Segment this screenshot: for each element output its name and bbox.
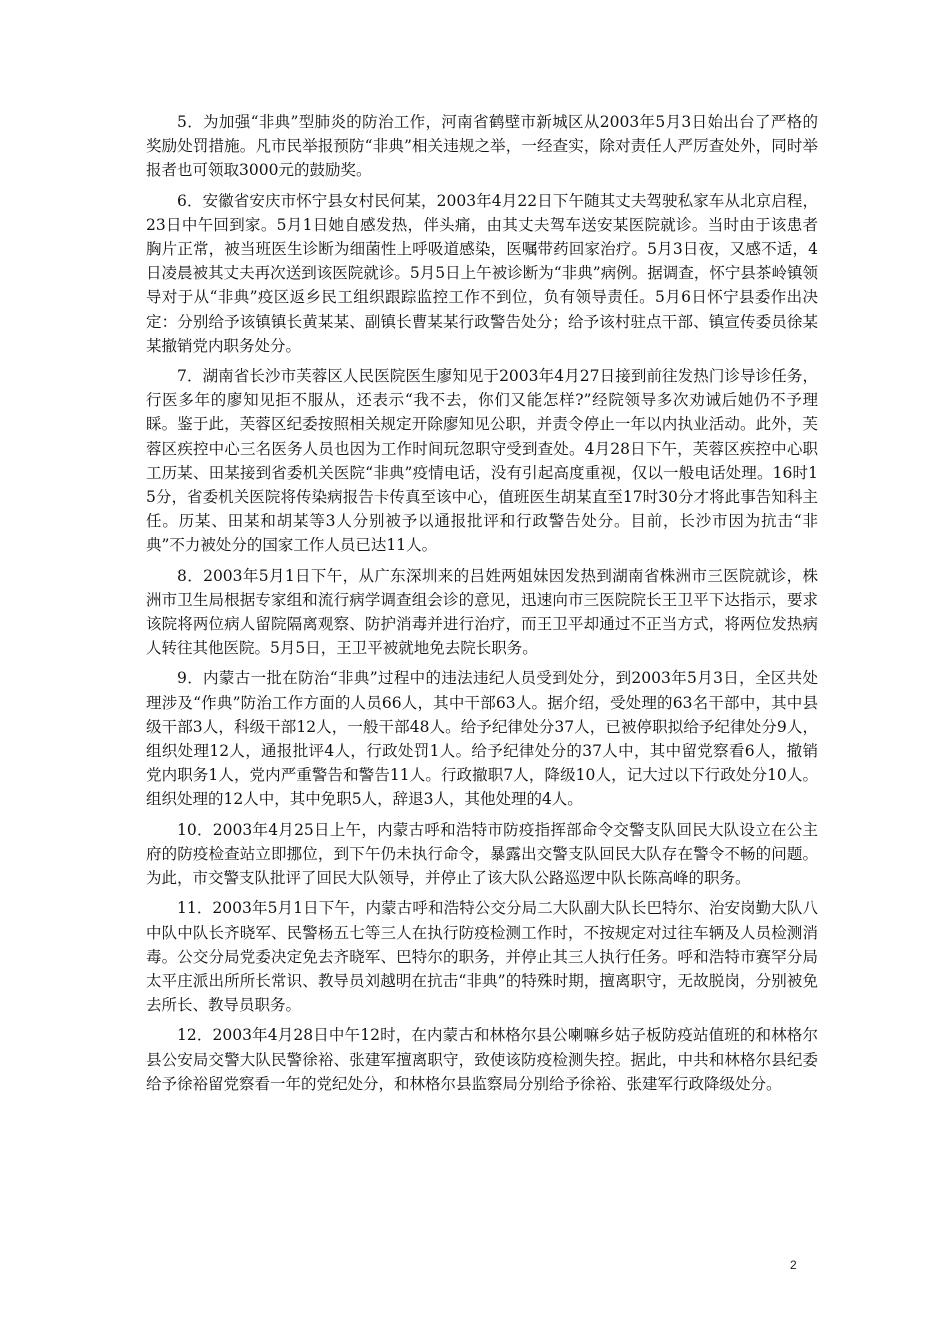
paragraph-7: 7．湖南省长沙市芙蓉区人民医院医生廖知见于2003年4月27日接到前往发热门诊导诊任务，行医多年的廖知见拒不服从，还表示“我不去，你们又能怎样?”经院领导多次劝诫后她仍不予理睬。鉴于此，芙蓉区纪委按照相关规定开除廖知见公职，并责令停止一年以内执业活动。此外，芙蓉区疾控中心三名医务人员也因为工作时间玩忽职守受到查处。4月28日下午，芙蓉区疾控中心职工历某、田某接到省委机关医院“非典”疫情电话，没有引起高度重视，仅以一般电话处理。16时15分，省委机关医院将传染病报告卡传真至该中心，值班医生胡某直至17时30分才将此事告知科主任。历某、田某和胡某等3人分别被予以通报批评和行政警告处分。目前，长沙市因为抗击“非典”不力被处分的国家工作人员已达11人。 <box>146 367 818 555</box>
paragraph-5: 5．为加强“非典”型肺炎的防治工作，河南省鹤壁市新城区从2003年5月3日始出台了严格的奖励处罚措施。凡市民举报预防“非典”相关违规之举，一经查实，除对责任人严厉查处外，同时举报者也可领取3000元的鼓励奖。 <box>146 113 818 180</box>
paragraph-8: 8．2003年5月1日下午，从广东深圳来的吕姓两姐妹因发热到湖南省株洲市三医院就诊，株洲市卫生局根据专家组和流行病学调查组会诊的意见，迅速向市三医院院长王卫平下达指示，要求该院将两位病人留院隔离观察、防护消毒并进行治疗，而王卫平却通过不正当方式，将两位发热病人转往其他医院。5月5日，王卫平被就地免去院长职务。 <box>146 566 818 658</box>
paragraph-12: 12．2003年4月28日中午12时，在内蒙古和林格尔县公喇嘛乡姑子板防疫站值班的和林格尔县公安局交警大队民警徐裕、张建军擅离职守，致使该防疫检测失控。据此，中共和林格尔县纪委给予徐裕留党察看一年的党纪处分，和林格尔县监察局分别给予徐裕、张建军行政降级处分。 <box>146 1026 818 1093</box>
document-body <box>146 110 818 1102</box>
paragraph-10: 10．2003年4月25日上午，内蒙古呼和浩特市防疫指挥部命令交警支队回民大队设立在公主府的防疫检查站立即挪位，到下午仍未执行命令，暴露出交警支队回民大队存在警令不畅的问题。为此，市交警支队批评了回民大队领导，并停止了该大队公路巡逻中队长陈高峰的职务。 <box>146 820 818 888</box>
page-number: 2 <box>790 1258 797 1272</box>
paragraph-9: 9．内蒙古一批在防治“非典”过程中的违法违纪人员受到处分，到2003年5月3日，全区共处理涉及“作典”防治工作方面的人员66人，其中干部63人。据介绍，受处理的63名干部中，其中县级干部3人，科级干部12人，一般干部48人。给予纪律处分37人，已被停职拟给予纪律处分9人，组织处理12人，通报批评4人，行政处罚1人。给予纪律处分的37人中，其中留党察看6人，撤销党内职务1人，党内严重警告和警告11人。行政撤职7人，降级10人，记大过以下行政处分10人。组织处理的12人中，其中免职5人，辞退3人，其他处理的4人。 <box>146 669 818 809</box>
paragraph-11: 11．2003年5月1日下午，内蒙古呼和浩特公交分局二大队副大队长巴特尔、治安岗勤大队八中队中队长齐晓军、民警杨五七等三人在执行防疫检测工作时，不按规定对过往车辆及人员检测消毒。公交分局党委决定免去齐晓军、巴特尔的职务，并停止其三人执行任务。呼和浩特市赛罕分局太平庄派出所所长常识、教导员刘越明在抗击“非典”的特殊时期，擅离职守，无故脱岗，分别被免去所长、教导员职务。 <box>146 899 818 1015</box>
paragraph-6: 6．安徽省安庆市怀宁县女村民何某，2003年4月22日下午随其丈夫驾驶私家车从北京启程，23日中午回到家。5月1日她自感发热，伴头痛，由其丈夫驾车送安某医院就诊。当时由于该患者胸片正常，被当班医生诊断为细菌性上呼吸道感染，医嘱带药回家治疗。5月3日夜，又感不适，4日凌晨被其丈夫再次送到该医院就诊。5月5日上午被诊断为“非典”病例。据调查，怀宁县茶岭镇领导对于从“非典”疫区返乡民工组织跟踪监控工作不到位，负有领导责任。5月6日怀宁县委作出决定：分别给予该镇镇长黄某某、副镇长曹某某行政警告处分；给予该村驻点干部、镇宣传委员徐某某撤销党内职务处分。 <box>146 191 818 355</box>
